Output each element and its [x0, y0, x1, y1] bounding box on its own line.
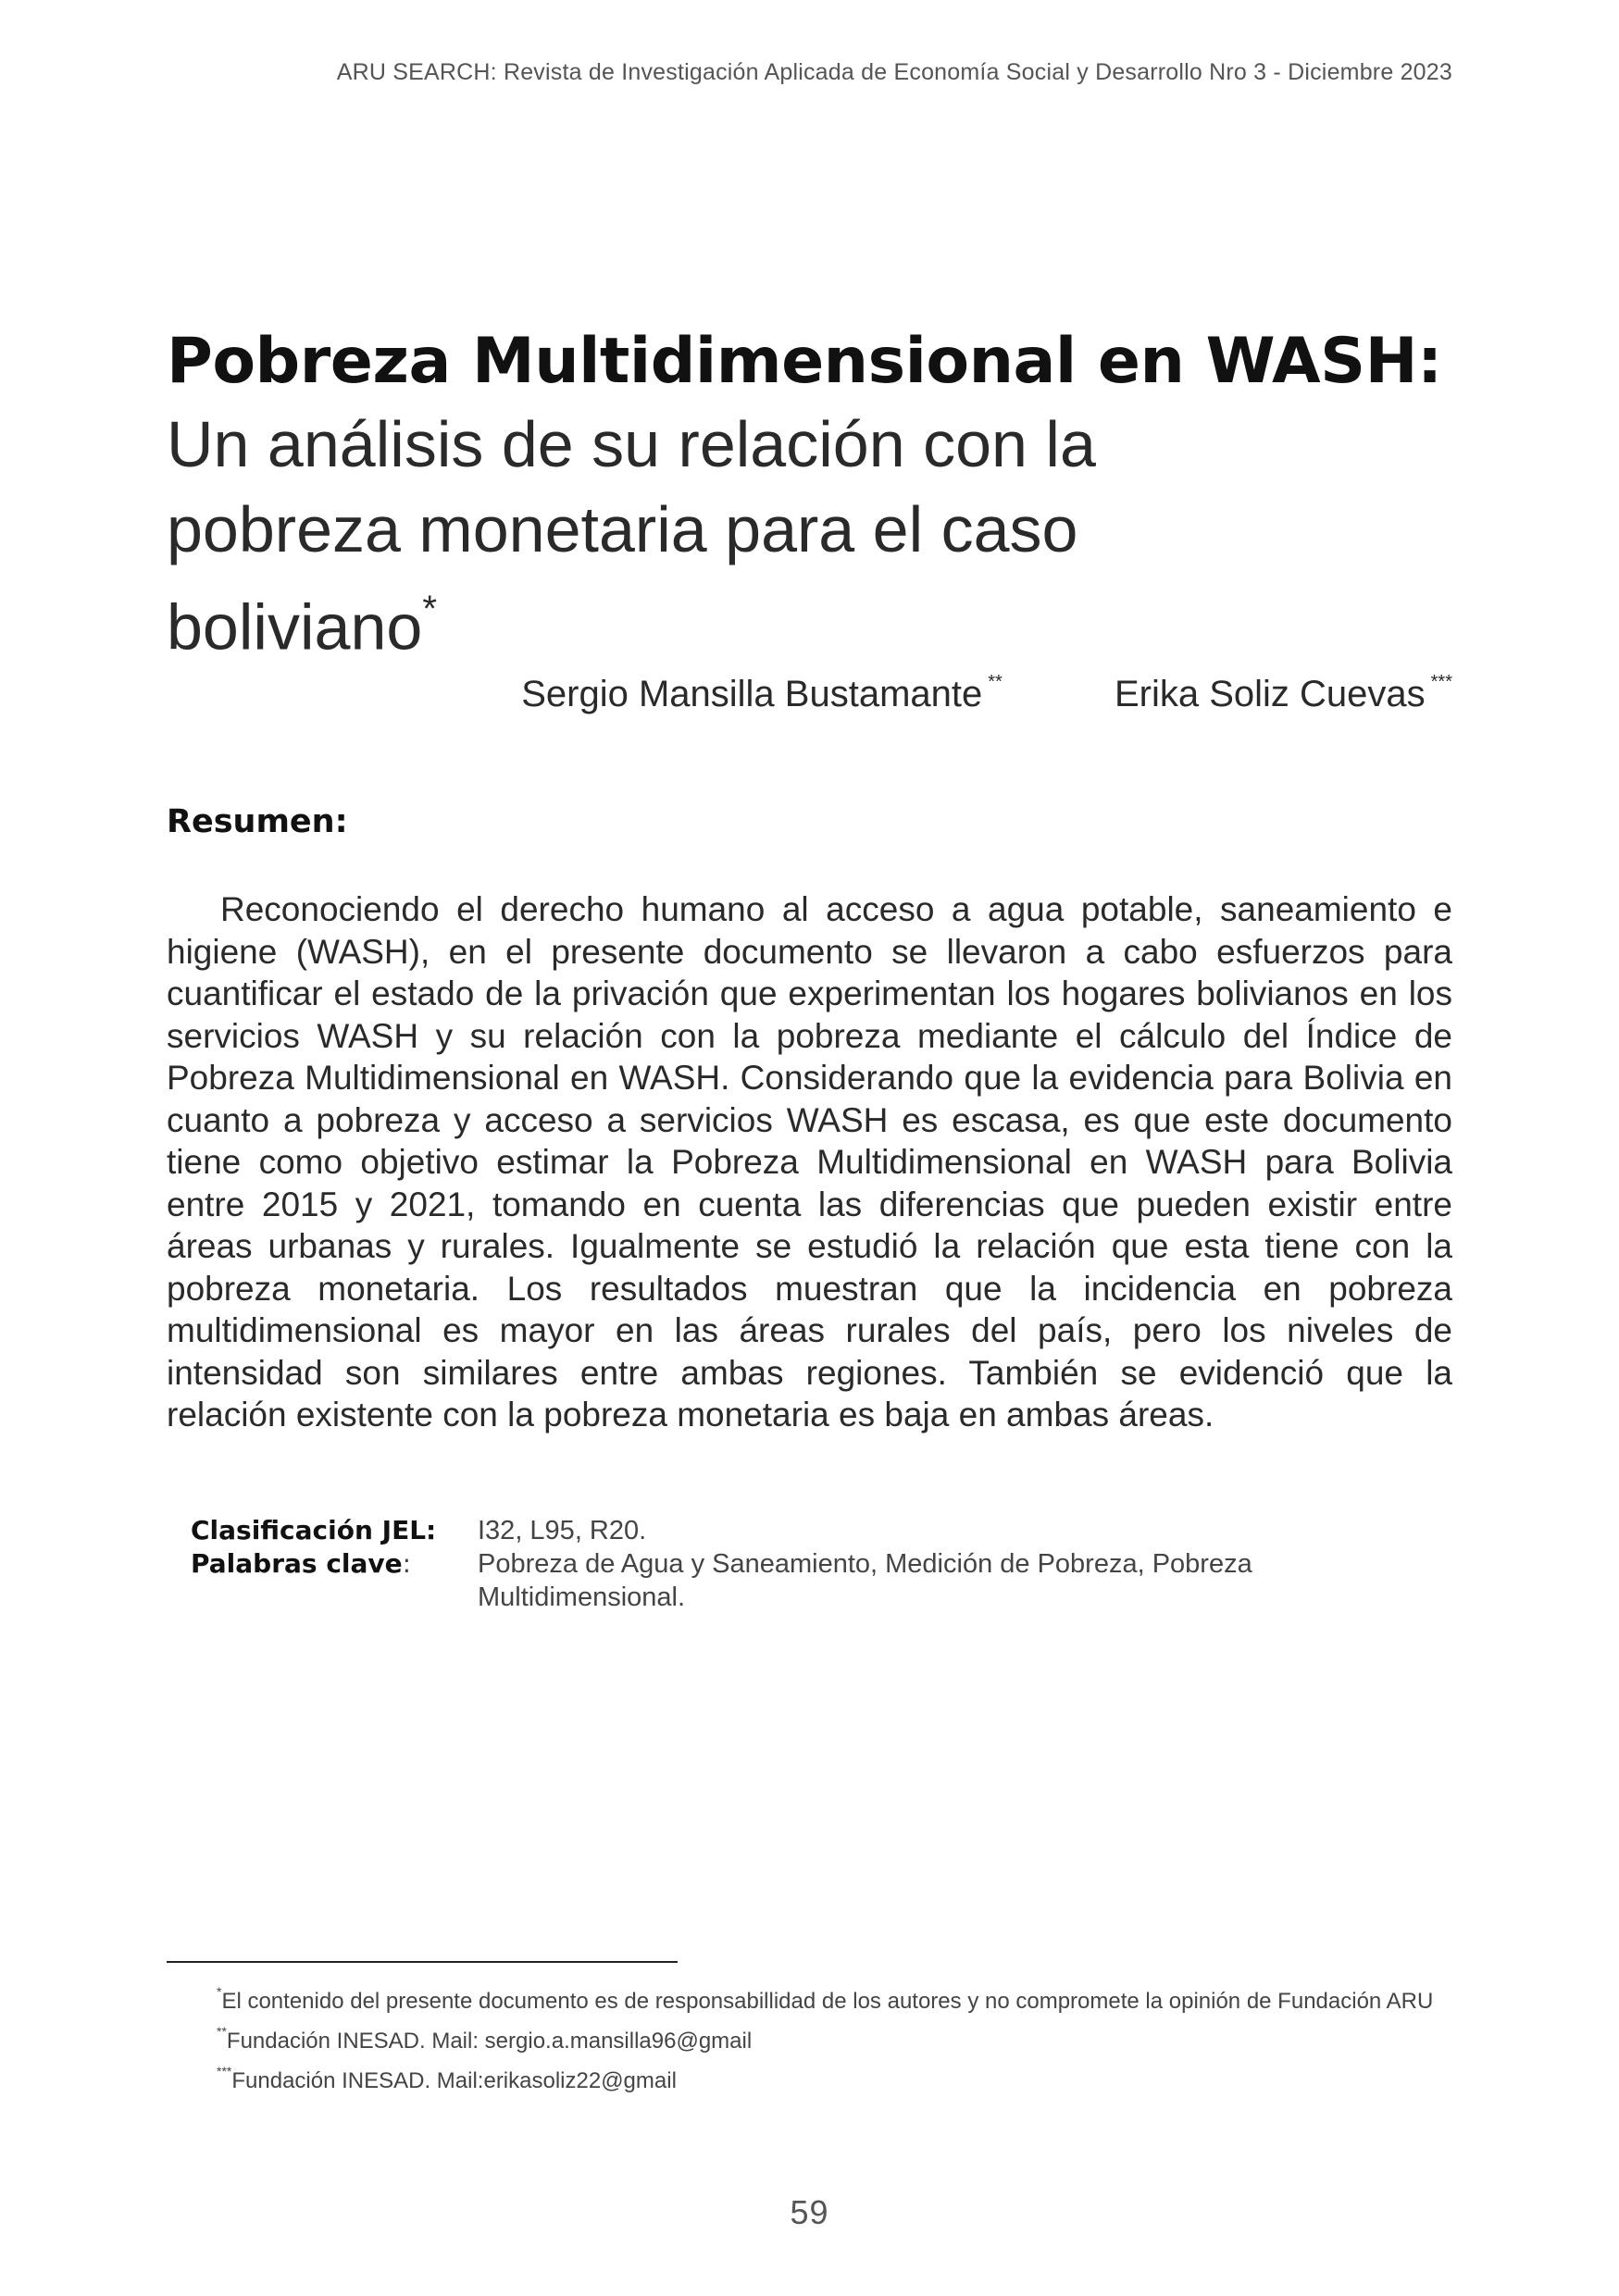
- footnote-2-text: Fundación INESAD. Mail: sergio.a.mansilla96@gmail: [226, 2029, 753, 2054]
- paper-subtitle-line-1: Un análisis de su relación con la: [167, 408, 1096, 480]
- footnotes: [167, 1979, 1452, 2098]
- author-2: [1114, 671, 1452, 715]
- footnote-1-mark: *: [217, 1984, 222, 1999]
- paper-subtitle-line-3: [167, 572, 1463, 669]
- jel-row: [191, 1514, 1366, 1547]
- footnote-2: [167, 2018, 1452, 2058]
- keywords-value: Pobreza de Agua y Saneamiento, Medición de Pobreza, Pobreza Multidimensional.: [478, 1549, 1252, 1612]
- footnote-1: [167, 1979, 1452, 2018]
- author-1: [521, 671, 1003, 715]
- author-1-mark: **: [988, 671, 1003, 692]
- title-footnote-mark: *: [422, 589, 437, 629]
- paper-title: Pobreza Multidimensional en WASH:: [167, 325, 1442, 398]
- paper-subtitle-line-2: pobreza monetaria para el caso: [167, 493, 1078, 565]
- jel-value: I32, L95, R20.: [478, 1516, 647, 1545]
- paper-subtitle-line-3-text: boliviano: [167, 590, 423, 664]
- keywords-label-cell: [191, 1547, 478, 1614]
- footnote-2-mark: **: [217, 2024, 227, 2039]
- author-2-name: Erika Soliz Cuevas: [1114, 674, 1426, 714]
- footnote-1-text: El contenido del presente documento es de responsabillidad de los autores y no compromete la opinión de Fundación ARU: [221, 1989, 1434, 2014]
- abstract-text: Reconociendo el derecho humano al acceso a agua potable, saneamiento e higiene (WASH), en el presente documento se llevaron a cabo esfuerzos para cuantificar el estado de la privación que experimentan los hogares bolivianos en los servicios WASH y su relación con la pobreza mediante el cálculo del Índice de Pobreza Multidimensional en WASH. Considerando que la evidencia para Bolivia en cuanto a pobreza y acceso a servicios WASH es escasa, es que este documento tiene como objetivo estimar la Pobreza Multidimensional en WASH para Bolivia entre 2015 y 2021, tomando en cuenta las diferencias que pueden existir entre áreas urbanas y rurales. Igualmente se estudió la relación que esta tiene con la pobreza monetaria. Los resultados muestran que la incidencia en pobreza multidimensional es mayor en las áreas rurales del país, pero los niveles de intensidad son similares entre ambas regiones. También se evidenció que la relación existente con la pobreza monetaria es baja en ambas áreas.: [167, 890, 1452, 1433]
- keywords-label: Palabras clave: [191, 1548, 403, 1579]
- footnote-3-mark: ***: [217, 2064, 232, 2079]
- classification-block: [191, 1514, 1366, 1614]
- title-block: [167, 322, 1463, 669]
- keywords-row: [191, 1547, 1366, 1614]
- running-header: ARU SEARCH: Revista de Investigación Aplicada de Economía Social y Desarrollo Nro 3 - Diciembre 2023: [336, 59, 1452, 85]
- footnote-3: [167, 2058, 1452, 2098]
- footnote-3-text: Fundación INESAD. Mail:erikasoliz22@gmail: [231, 2068, 677, 2093]
- abstract-heading: Resumen:: [167, 803, 348, 840]
- page-number: 59: [790, 2193, 829, 2231]
- author-1-name: Sergio Mansilla Bustamante: [521, 674, 983, 714]
- author-list: [521, 671, 1452, 715]
- keywords-colon: :: [402, 1548, 412, 1579]
- footnote-divider: [167, 1961, 678, 1963]
- author-2-mark: ***: [1430, 671, 1452, 692]
- jel-label: Clasificación JEL:: [191, 1515, 437, 1545]
